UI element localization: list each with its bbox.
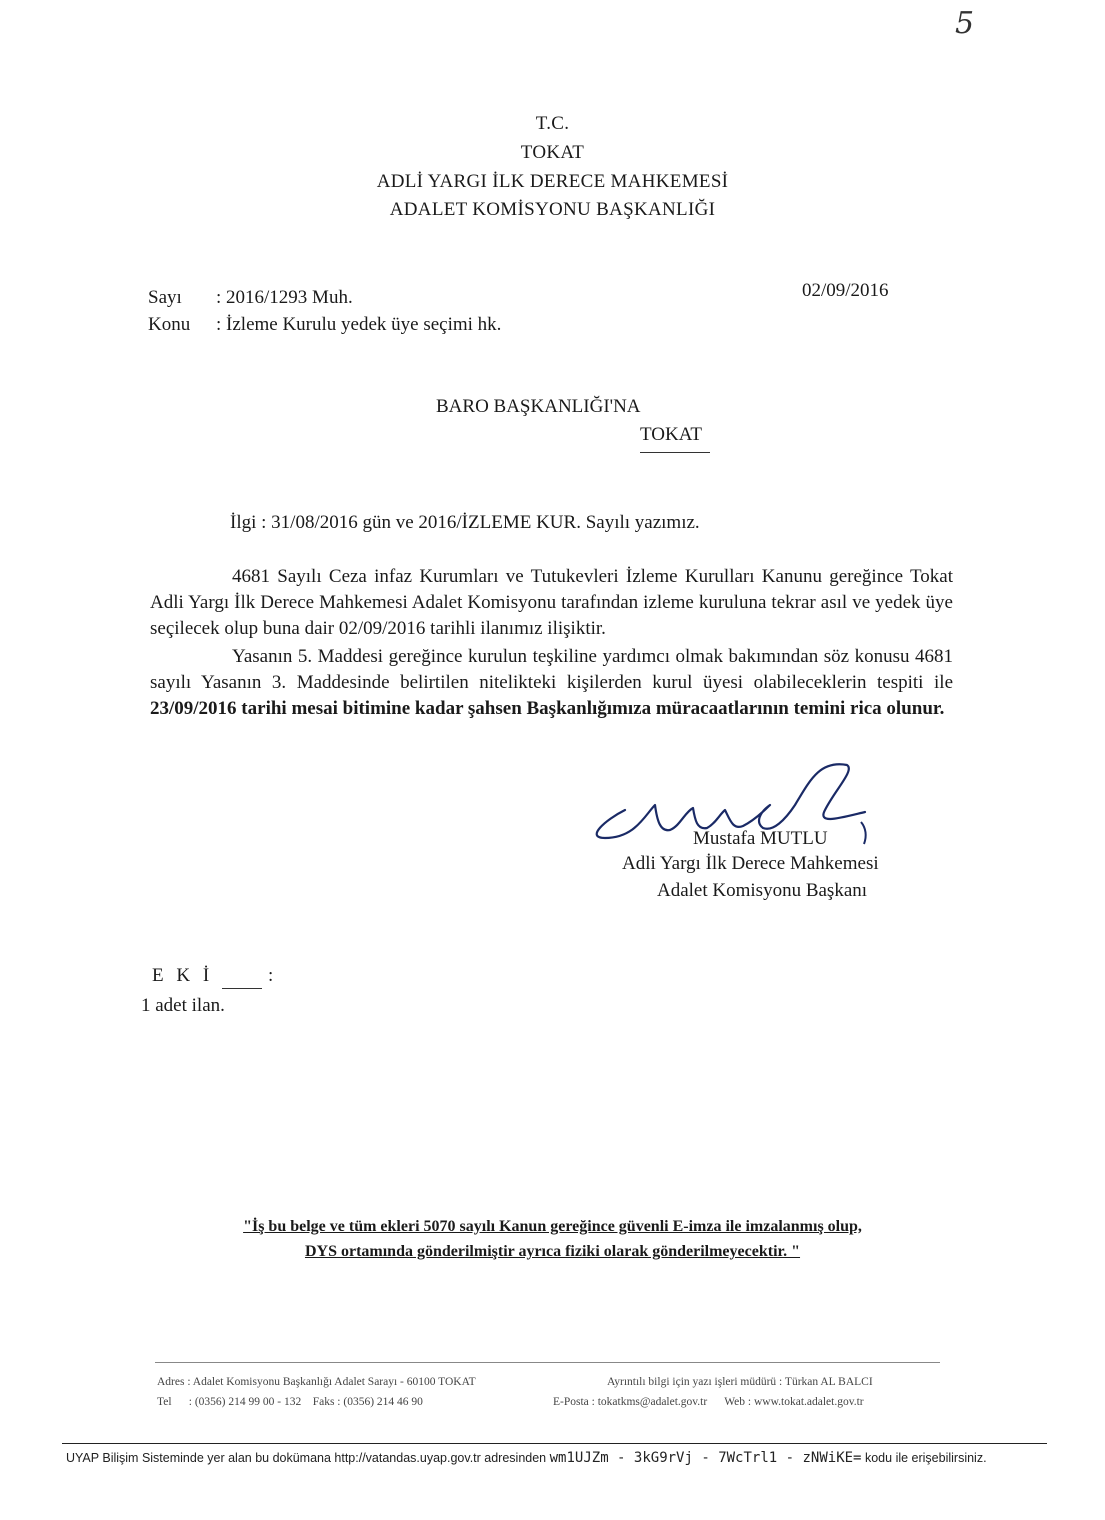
signatory-title-1: Adli Yargı İlk Derece Mahkemesi [622,853,879,874]
header-commission: ADALET KOMİSYONU BAŞKANLIĞI [389,199,716,220]
header-city: TOKAT [520,142,585,163]
attachment-colon: : [268,965,278,986]
reference-line: İlgi : 31/08/2016 gün ve 2016/İZLEME KUR. Sayılı yazımız. [230,512,700,533]
footer-divider [155,1362,940,1363]
uyap-prefix: UYAP Bilişim Sisteminde yer alan bu dokümana http://vatandas.uyap.gov.tr adresinden [66,1451,547,1465]
header-tc: T.C. [535,113,570,134]
e-signature-notice-1: "İş bu belge ve tüm ekleri 5070 sayılı Kanun gereğince güvenli E-imza ile imzalanmış olup, [243,1218,862,1235]
paragraph-2 [150,644,953,722]
paragraph-2-bold: 23/09/2016 tarihi mesai bitimine kadar şahsen Başkanlığımıza müracaatlarının temini rica olunur. [150,698,945,719]
page-number: 5 [955,6,975,41]
attachment-item: 1 adet ilan. [141,995,225,1016]
sayi-label: Sayı [148,287,182,308]
uyap-divider [62,1443,1047,1444]
uyap-suffix: kodu ile erişebilirsiniz. [864,1451,987,1465]
uyap-access-line [66,1450,987,1466]
document-date: 02/09/2016 [802,280,889,301]
recipient-city: TOKAT [640,424,710,453]
paragraph-2-text: Yasanın 5. Maddesi gereğince kurulun teşkiline yardımcı olmak bakımından söz konusu 4681 sayılı Yasanın 3. Maddesinde belirtilen nitelikteki kişilerden kurul üyesi olabileceklerin tespiti ile [150,646,953,693]
sayi-value: : 2016/1293 Muh. [216,287,353,308]
footer-email-web: E-Posta : tokatkms@adalet.gov.tr Web : www.tokat.adalet.gov.tr [553,1396,864,1408]
footer-address: Adres : Adalet Komisyonu Başkanlığı Adalet Sarayı - 60100 TOKAT [157,1376,476,1388]
letter-body [150,564,953,722]
footer-info: Ayrıntılı bilgi için yazı işleri müdürü : Türkan AL BALCI [607,1376,873,1388]
recipient-name: BARO BAŞKANLIĞI'NA [436,396,641,417]
konu-value: : İzleme Kurulu yedek üye seçimi hk. [216,314,502,335]
paragraph-1: 4681 Sayılı Ceza infaz Kurumları ve Tutukevleri İzleme Kurulları Kanunu gereğince Tokat Adli Yargı İlk Derece Mahkemesi Adalet Komisyonu tarafından izleme kuruluna tekrar asıl ve yedek üye seçilecek olup buna dair 02/09/2016 tarihli ilanımız ilişiktir. [150,566,953,639]
signatory-name: Mustafa MUTLU [693,828,828,849]
signatory-title-2: Adalet Komisyonu Başkanı [657,880,868,901]
uyap-code: wm1UJZm - 3kG9rVj - 7WcTrl1 - zNWiKE= [549,1450,862,1466]
konu-label: Konu [148,314,191,335]
attachment-underline [222,988,262,989]
header-court: ADLİ YARGI İLK DERECE MAHKEMESİ [376,171,729,192]
attachment-label: E K İ [152,965,214,986]
footer-phone: Tel : (0356) 214 99 00 - 132 Faks : (0356) 214 46 90 [157,1396,423,1408]
e-signature-notice-2: DYS ortamında gönderilmiştir ayrıca fiziki olarak gönderilmeyecektir. " [304,1243,801,1260]
